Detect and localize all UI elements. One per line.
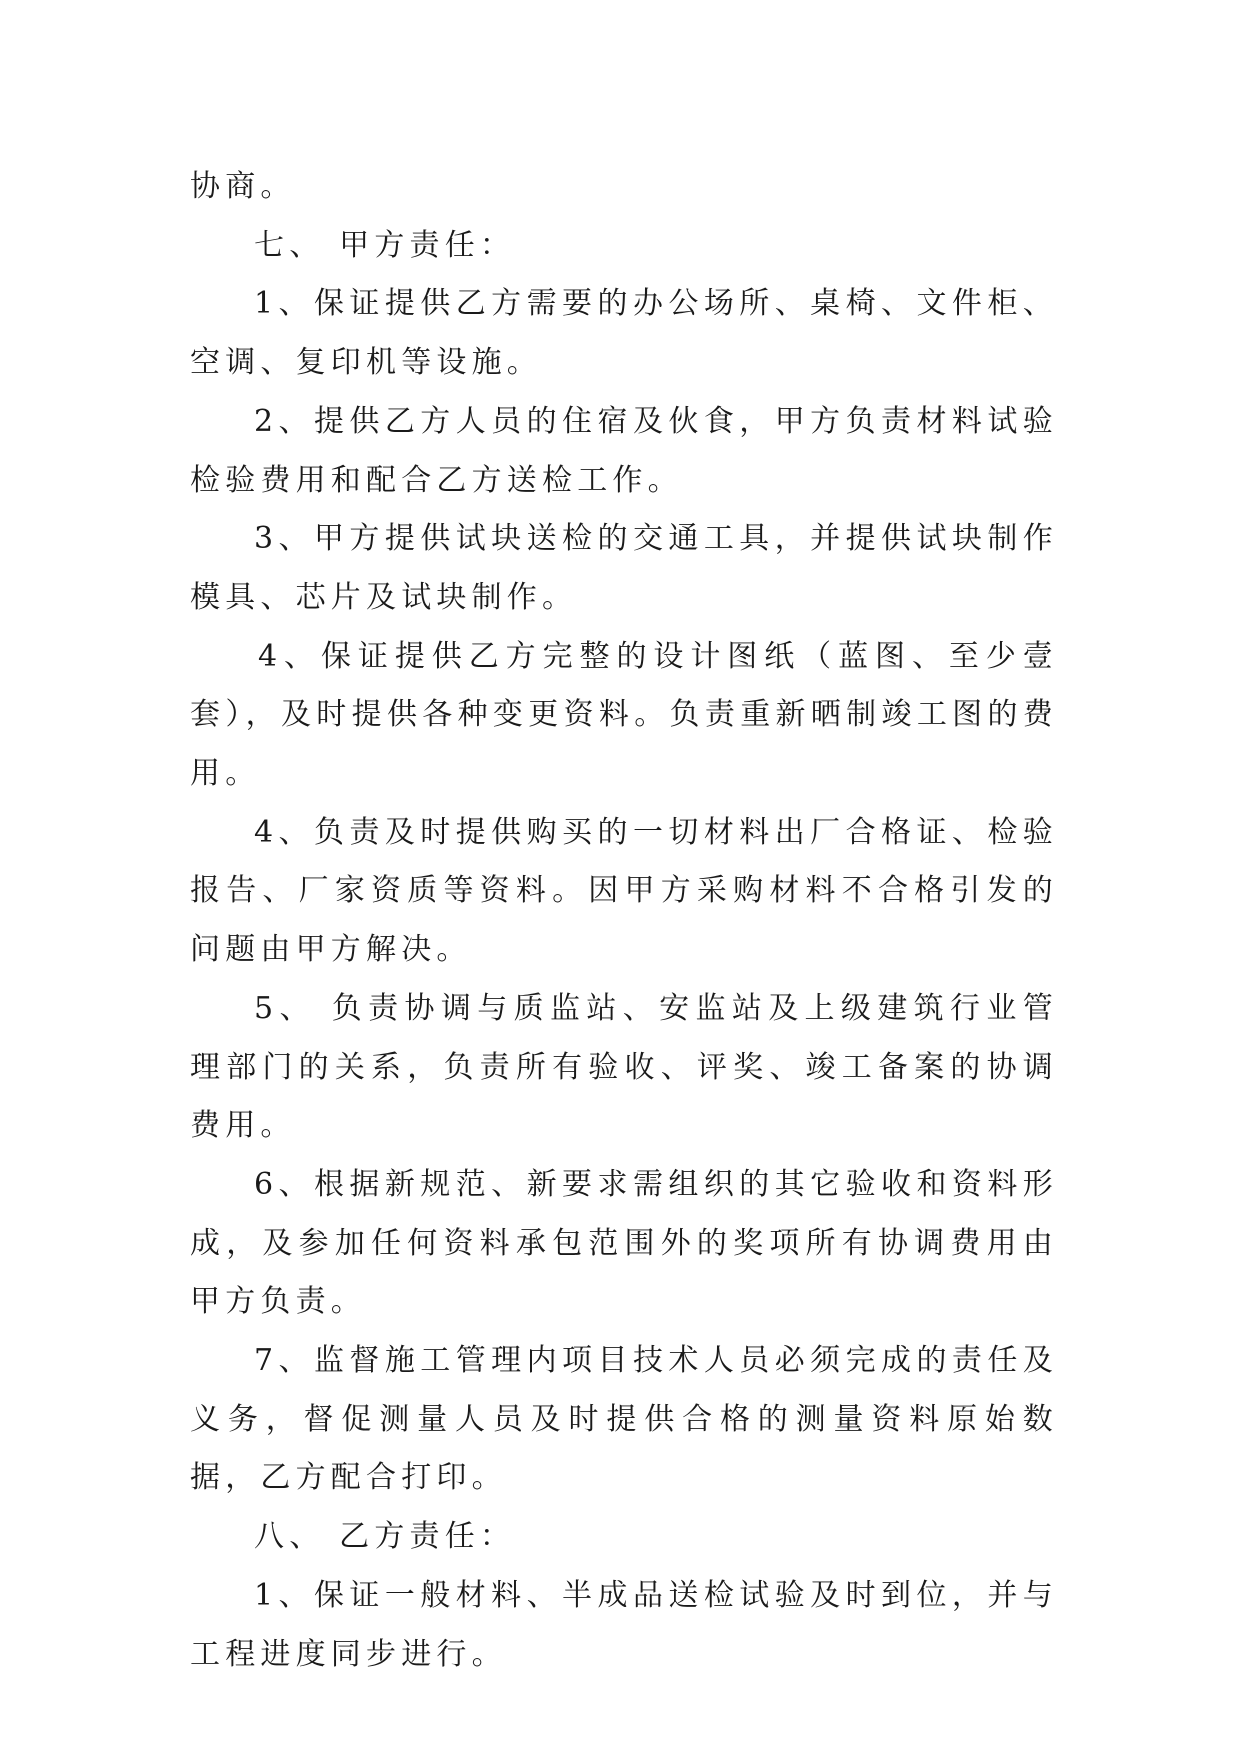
- section-heading-party-b: 八、 乙方责任：: [254, 1519, 516, 1555]
- paragraph-item: 3、甲方提供试块送检的交通工具，并提供试块制作模具、芯片及试块制作。: [190, 521, 1058, 615]
- paragraph-item: 5、 负责协调与质监站、安监站及上级建筑行业管理部门的关系，负责所有验收、评奖、竣工备案的协调费用。: [190, 990, 1058, 1144]
- paragraph-item: 1、保证提供乙方需要的办公场所、桌椅、文件柜、空调、复印机等设施。: [190, 286, 1058, 381]
- paragraph-item: 4、保证提供乙方完整的设计图纸（蓝图、至少壹套），及时提供各种变更资料。负责重新晒制竣工图的费用。: [190, 638, 1058, 792]
- paragraph-item: 6、根据新规范、新要求需组织的其它验收和资料形成，及参加任何资料承包范围外的奖项所有协调费用由甲方负责。: [190, 1166, 1058, 1320]
- section-heading-party-a: 七、 甲方责任：: [254, 227, 516, 263]
- paragraph-item: 7、监督施工管理内项目技术人员必须完成的责任及义务，督促测量人员及时提供合格的测量资料原始数据，乙方配合打印。: [190, 1343, 1058, 1496]
- paragraph-item: 1、保证一般材料、半成品送检试验及时到位，并与工程进度同步进行。: [190, 1577, 1058, 1672]
- paragraph-continuation: 协商。: [190, 169, 296, 204]
- document-body: [190, 158, 1058, 1684]
- paragraph-item: 2、提供乙方人员的住宿及伙食，甲方负责材料试验检验费用和配合乙方送检工作。: [190, 403, 1058, 498]
- paragraph-item: 4、负责及时提供购买的一切材料出厂合格证、检验报告、厂家资质等资料。因甲方采购材料不合格引发的问题由甲方解决。: [190, 814, 1058, 968]
